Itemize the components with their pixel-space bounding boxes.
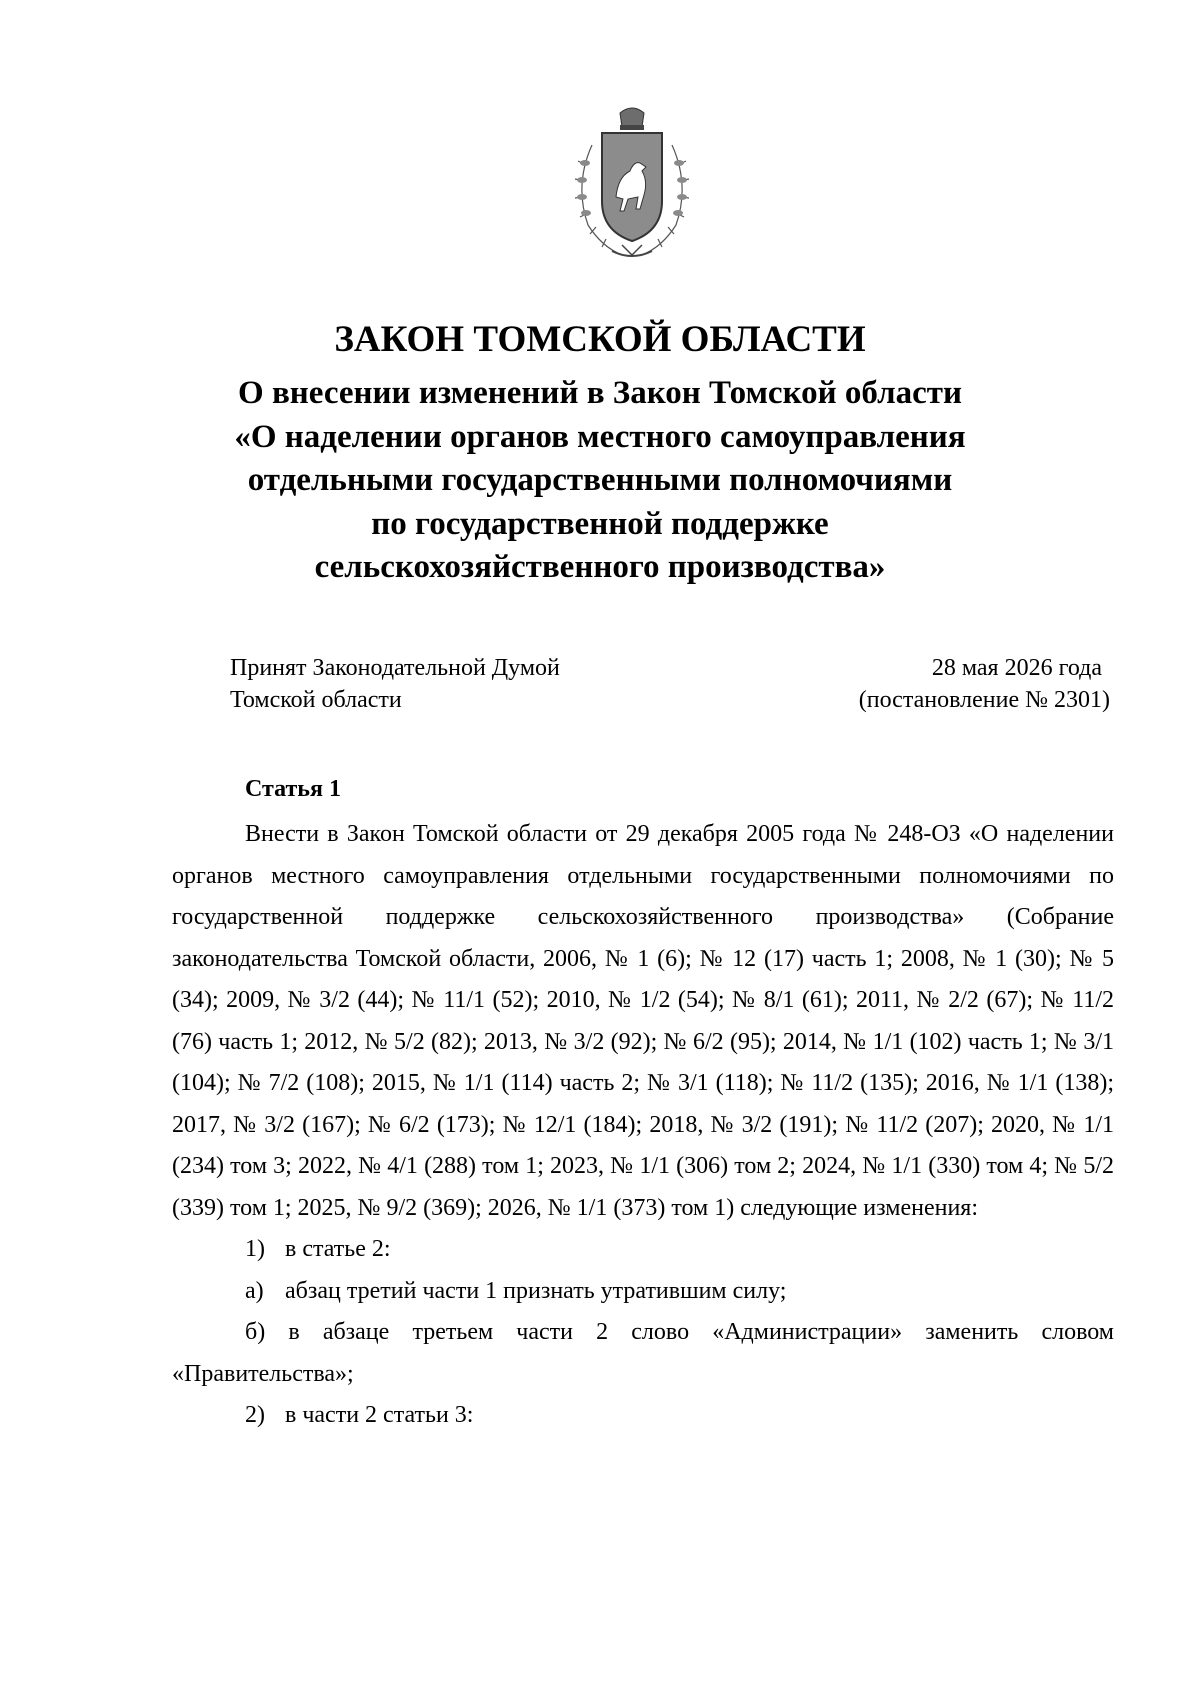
document-subtitle-line: по государственной поддержке	[371, 505, 829, 542]
document-subtitle-line: отдельными государственными полномочиями	[247, 462, 953, 498]
adoption-date: 28 мая 2026 года	[931, 655, 1102, 681]
adoption-date-block	[859, 652, 1110, 716]
article-body	[172, 814, 1114, 1437]
adoption-authority	[230, 652, 560, 716]
document-subtitle-line: сельскохозяйственного производства»	[314, 549, 886, 585]
article-intro-paragraph: Внести в Закон Томской области от 29 декабря 2005 года № 248-ОЗ «О наделении органов местного самоуправления отдельными государственными полномочиями по государственной поддержке сельскохозяйственного производства» (Собрание законодательства Томской области, 2006, № 1 (6); № 12 (17) часть 1; 2008, № 1 (30); № 5 (34); 2009, № 3/2 (44); № 11/1 (52); 2010, № 1/2 (54); № 8/1 (61); 2011, № 2/2 (67); № 11/2 (76) часть 1; 2012, № 5/2 (82); 2013, № 3/2 (92); № 6/2 (95); 2014, № 1/1 (102) часть 1; № 3/1 (104); № 7/2 (108); 2015, № 1/1 (114) часть 2; № 3/1 (118); № 11/2 (135); 2016, № 1/1 (138); 2017, № 3/2 (167); № 6/2 (173); № 12/1 (184); 2018, № 3/2 (191); № 11/2 (207); 2020, № 1/1 (234) том 3; 2022, № 4/1 (288) том 1; 2023, № 1/1 (306) том 2; 2024, № 1/1 (330) том 4; № 5/2 (339) том 1; 2025, № 9/2 (369); 2026, № 1/1 (373) том 1) следующие изменения:	[172, 821, 1114, 1221]
list-item-text: абзац третий части 1 признать утратившим силу;	[285, 1277, 787, 1304]
list-item-number: 1)	[245, 1236, 265, 1262]
list-item	[172, 1229, 1114, 1271]
resolution-number: (постановление № 2301)	[858, 687, 1110, 713]
tomsk-oblast-coat-of-arms-icon	[568, 105, 696, 265]
list-item-text: в абзаце третьем части 2 слово «Администрации» заменить словом «Правительства»;	[172, 1319, 1114, 1387]
article-heading: Статья 1	[245, 776, 341, 802]
document-title-block	[0, 318, 1200, 590]
adoption-authority-line: Томской области	[230, 687, 402, 713]
document-title: ЗАКОН ТОМСКОЙ ОБЛАСТИ	[334, 319, 866, 360]
list-item	[172, 1312, 1114, 1395]
list-item-number: 2)	[245, 1402, 265, 1428]
list-item-number: а)	[245, 1277, 264, 1304]
list-item	[172, 1395, 1114, 1437]
document-subtitle-line: «О наделении органов местного самоуправления	[234, 418, 966, 455]
adoption-authority-line: Принят Законодательной Думой	[230, 655, 560, 681]
list-item	[172, 1271, 1114, 1313]
list-item-number: б)	[245, 1319, 266, 1345]
list-item-text: в части 2 статьи 3:	[285, 1402, 474, 1428]
document-subtitle-line: О внесении изменений в Закон Томской области	[238, 375, 962, 411]
list-item-text: в статье 2:	[285, 1236, 391, 1262]
